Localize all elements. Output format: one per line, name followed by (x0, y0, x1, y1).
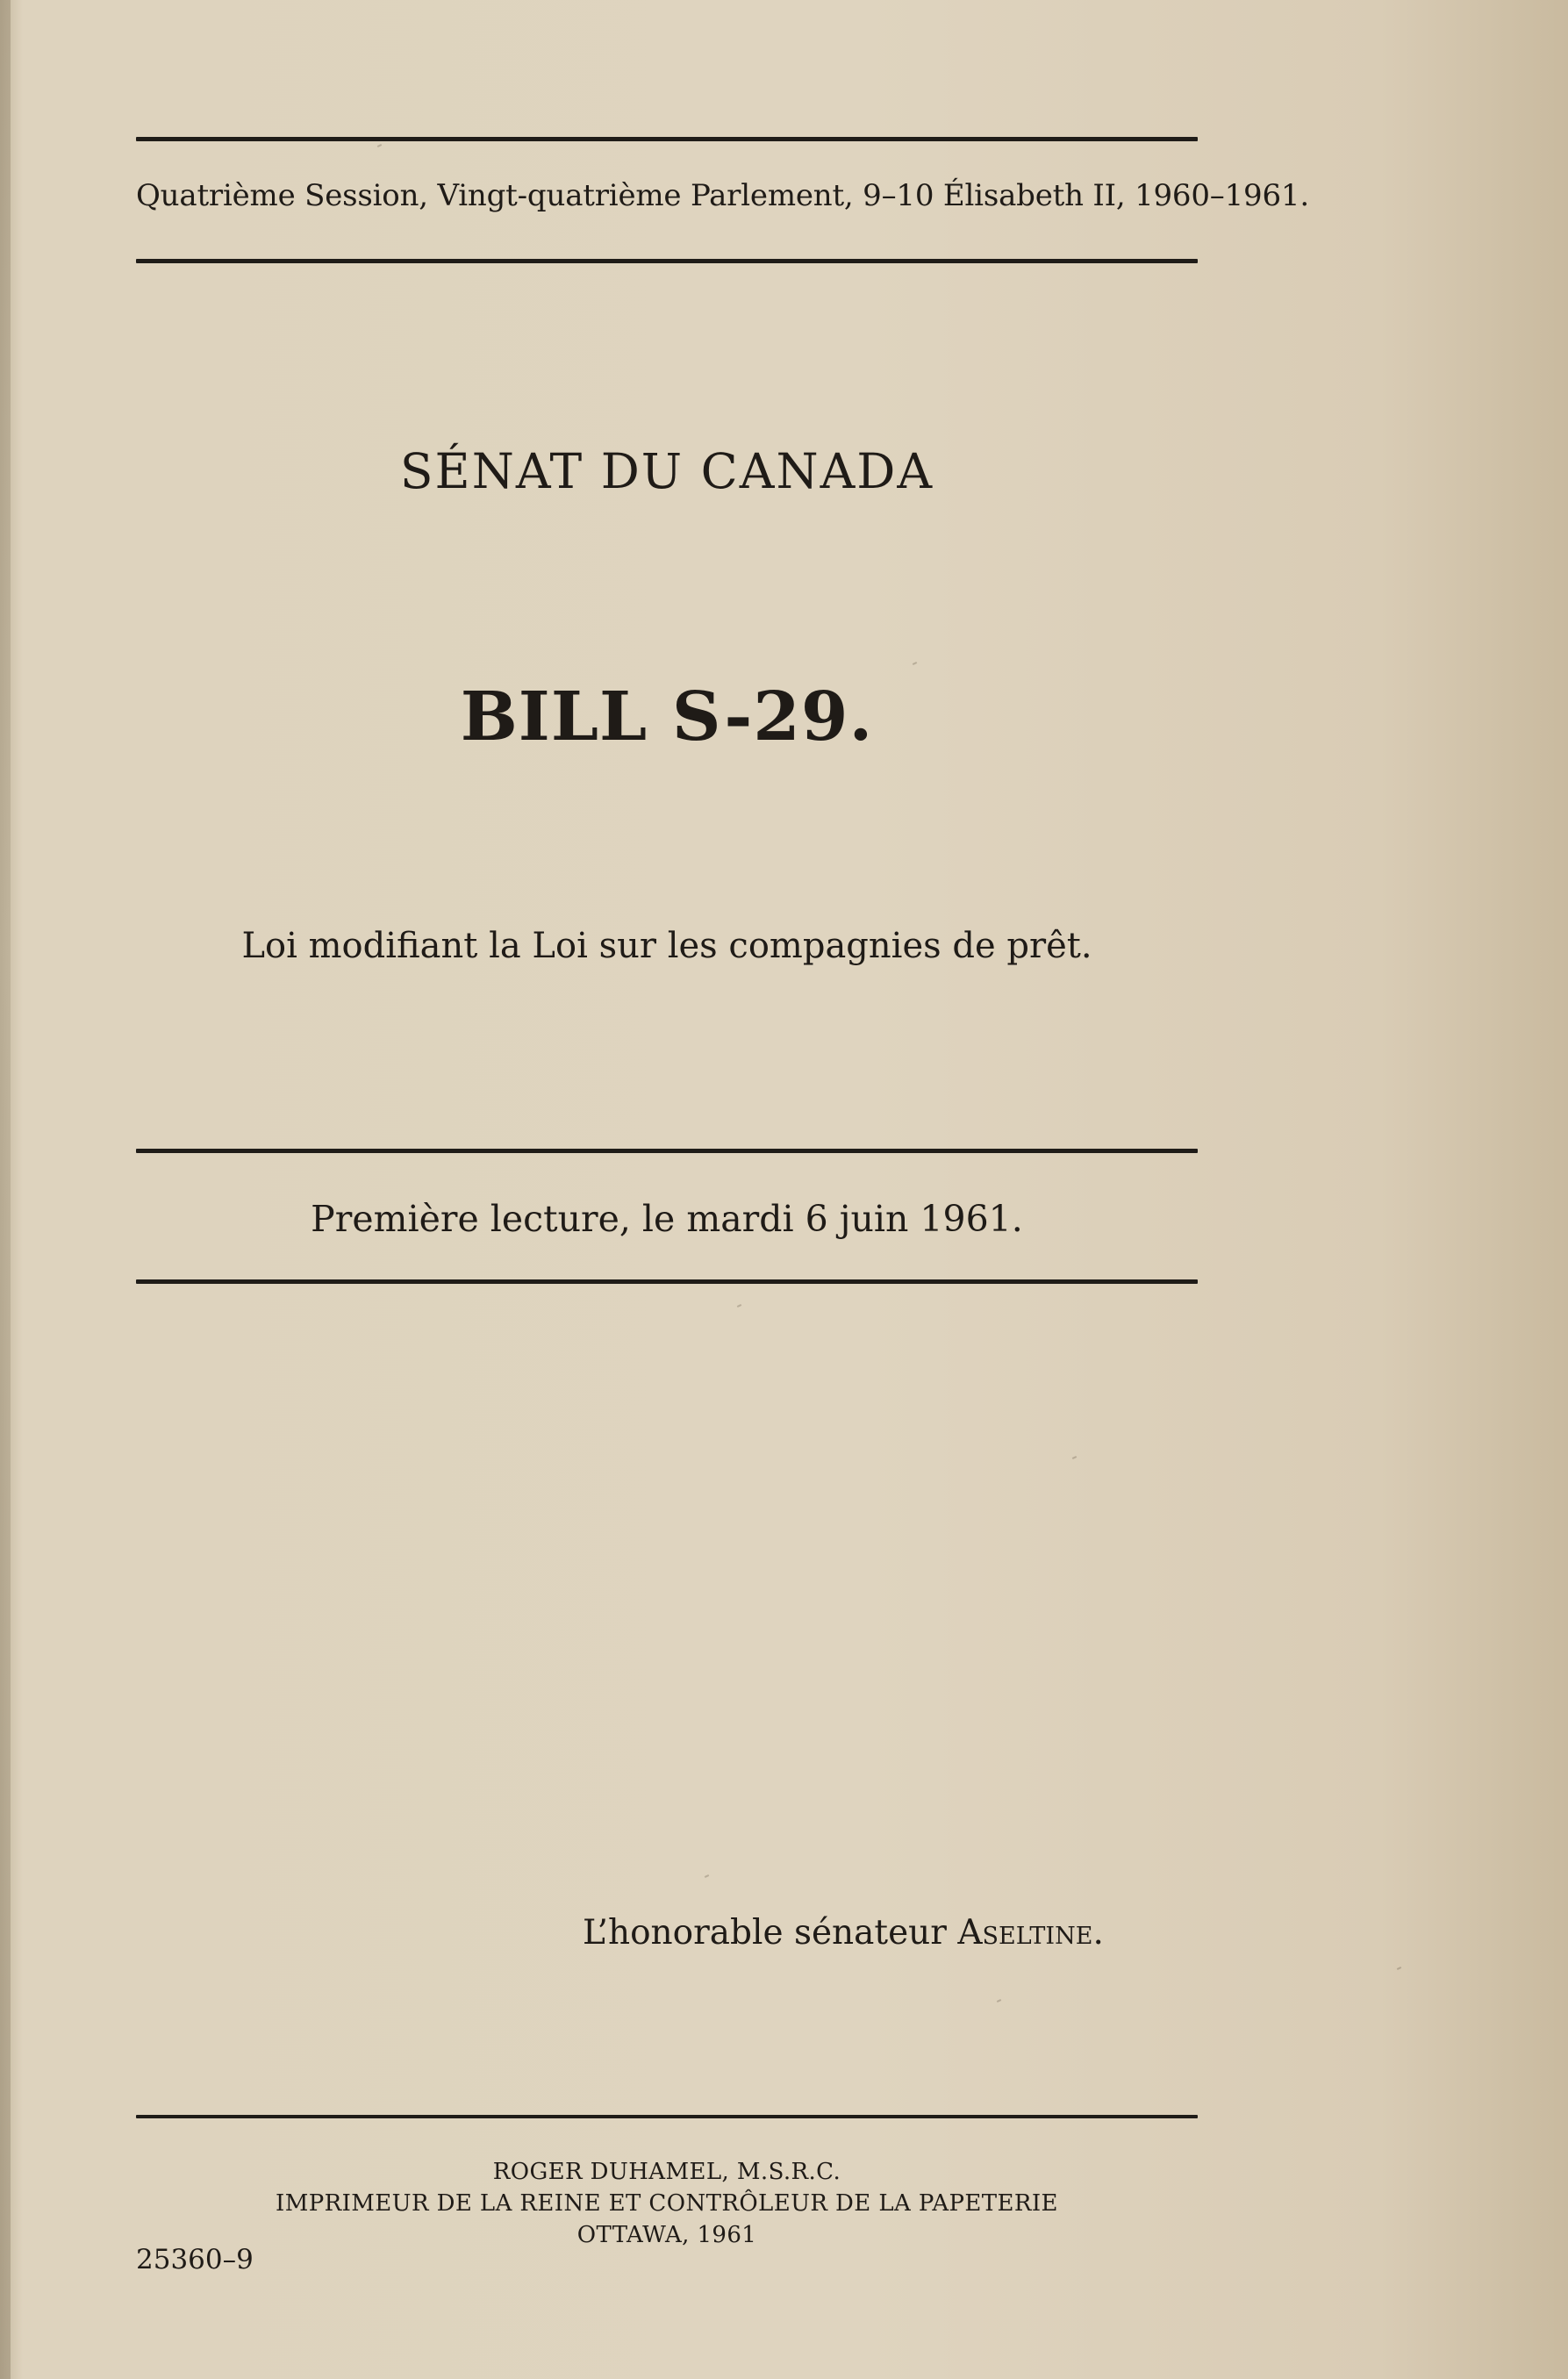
printer-top-rule (136, 2115, 1198, 2118)
sponsor-prefix: L’honorable sénateur (583, 1913, 958, 1953)
paper-speck (997, 1999, 1001, 2003)
paper-speck (1072, 1456, 1077, 1459)
printer-title: IMPRIMEUR DE LA REINE ET CONTRÔLEUR DE LA PAPETERIE (276, 2190, 1058, 2217)
reading-bottom-rule (136, 1279, 1198, 1284)
paper-speck (705, 1874, 709, 1878)
session-bottom-rule (136, 259, 1198, 263)
printer-block (136, 2156, 1198, 2251)
sponsor-line (583, 1913, 1104, 1953)
first-reading-line: Première lecture, le mardi 6 juin 1961. (311, 1198, 1023, 1240)
sponsor-suffix: . (1092, 1913, 1104, 1953)
printer-location: OTTAWA, 1961 (576, 2222, 757, 2248)
sponsor-name: Aseltine (957, 1913, 1093, 1953)
print-code: 25360–9 (136, 2244, 254, 2275)
paper-speck (737, 1304, 741, 1308)
senate-heading: SÉNAT DU CANADA (399, 443, 934, 499)
paper-speck (1397, 1967, 1401, 1970)
reading-top-rule (136, 1149, 1198, 1153)
act-title: Loi modifiant la Loi sur les compagnies de prêt. (241, 926, 1092, 966)
printer-name: ROGER DUHAMEL, M.S.R.C. (492, 2159, 841, 2185)
session-line: Quatrième Session, Vingt-quatrième Parlement, 9–10 Élisabeth II, 1960–1961. (136, 178, 1309, 213)
bill-number: BILL S-29. (460, 677, 874, 756)
top-rule (136, 137, 1198, 141)
paper-speck (913, 662, 917, 665)
paper-speck (377, 144, 382, 147)
